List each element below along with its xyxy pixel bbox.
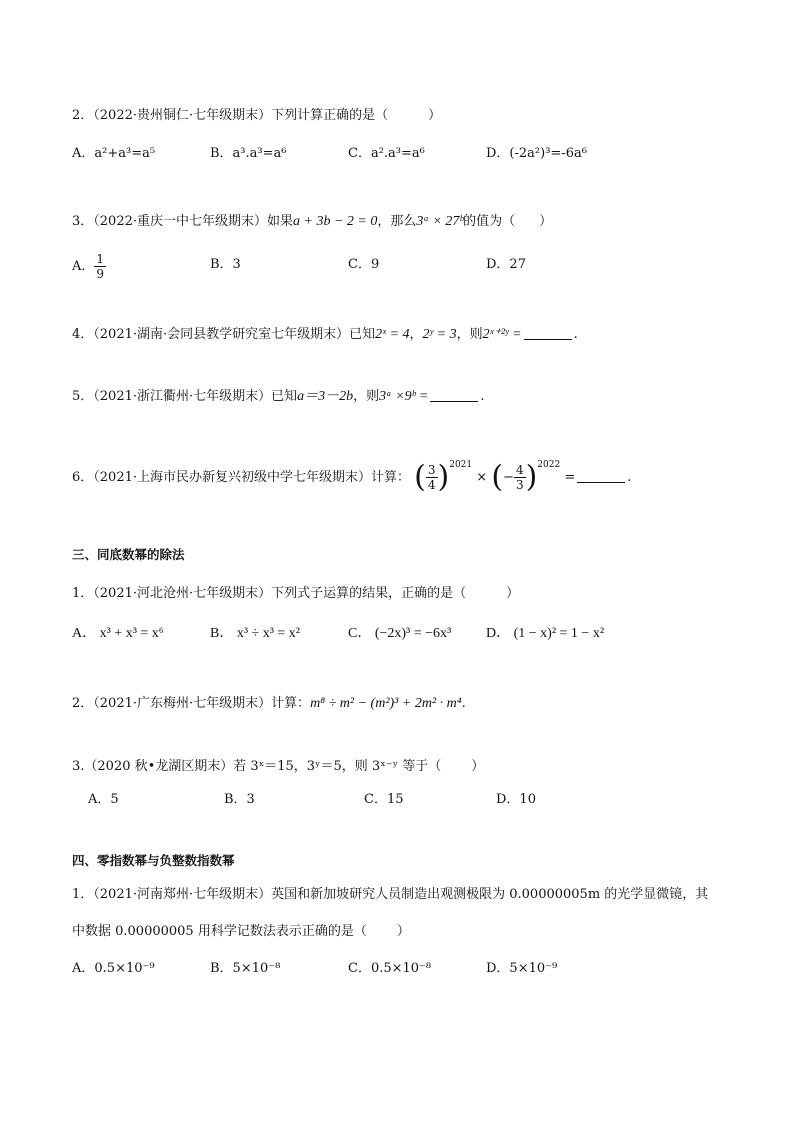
section-3-question-3-options [88, 791, 738, 813]
option-c: C．a².a³=a⁶ [348, 146, 425, 161]
question-2-options [72, 145, 722, 167]
question-5: 5．（2021·浙江衢州·七年级期末）已知a＝3－2b，则3ᵃ ×9ᵇ = . [72, 389, 485, 404]
option-a: A．a²+a³=a⁵ [72, 146, 156, 161]
question-3-stem: 3．（2022·重庆一中七年级期末）如果a + 3b − 2 = 0，那么3ᵃ × 27ᵇ的值为（ ） [72, 214, 553, 229]
question-2-stem: 2．（2022·贵州铜仁·七年级期末）下列计算正确的是（ ） [72, 108, 442, 123]
option-c: C．15 [364, 792, 404, 807]
answer-blank[interactable] [524, 327, 572, 340]
section-3-question-1-options [72, 625, 722, 647]
option-a: A．5 [88, 792, 119, 807]
question-6: 6．（2021·上海市民办新复兴初级中学七年级期末）计算： ( $\frac{3}{4}$ )$^{2021}$ × (− $\frac{4}{3}$ )$^{2022}$ = . [72, 459, 632, 495]
option-c: C．0.5×10⁻⁸ [348, 961, 432, 976]
option-d: D．10 [496, 792, 536, 807]
option-c: C． (−2x)³ = −6x³ [348, 626, 452, 641]
section-4-question-1-line-2: 中数据 0.00000005 用科学记数法表示正确的是（ ） [72, 924, 410, 939]
section-3-question-2: 2．（2021·广东梅州·七年级期末）计算：m⁸ ÷ m² − (m²)³ + 2m² · m⁴. [72, 696, 466, 711]
section-3-question-3-stem: 3.（2020 秋•龙湖区期末）若 3ˣ＝15，3ʸ＝5，则 3ˣ⁻ʸ 等于（ ） [72, 759, 485, 774]
section-3-heading: 三、同底数幂的除法 [72, 547, 185, 562]
option-b: B．3 [224, 792, 255, 807]
answer-blank[interactable] [430, 389, 478, 402]
option-a: A． $\frac{1}{9}$ [72, 252, 105, 281]
answer-blank[interactable] [577, 470, 625, 483]
option-b: B． x³ ÷ x³ = x² [210, 626, 301, 641]
question-3-options [72, 252, 722, 286]
option-d: D． (1 − x)² = 1 − x² [486, 626, 605, 641]
option-d: D．(-2a²)³=-6a⁶ [486, 146, 587, 161]
option-b: B．3 [210, 257, 241, 272]
fraction-4-3: $\frac{4}{3}$ [515, 463, 524, 492]
option-d: D．5×10⁻⁹ [486, 961, 558, 976]
section-4-question-1-line-1: 1．（2021·河南郑州·七年级期末）英国和新加坡研究人员制造出观测极限为 0.00000005m 的光学显微镜，其 [72, 887, 709, 902]
option-b: B．5×10⁻⁸ [210, 961, 281, 976]
option-d: D．27 [486, 257, 526, 272]
option-a: A．0.5×10⁻⁹ [72, 961, 155, 976]
option-c: C．9 [348, 257, 380, 272]
section-4-heading: 四、零指数幂与负整数指数幂 [72, 853, 235, 868]
section-4-question-1-options [72, 960, 722, 982]
question-4: 4．（2021·湖南·会同县教学研究室七年级期末）已知2ˣ = 4，2ʸ = 3，则2ˣ⁺²ʸ = . [72, 327, 578, 342]
fraction-3-4: $\frac{3}{4}$ [427, 463, 436, 492]
fraction: $\frac{1}{9}$ [96, 252, 105, 281]
section-3-question-1-stem: 1．（2021·河北沧州·七年级期末）下列式子运算的结果，正确的是（ ） [72, 586, 520, 601]
option-b: B．a³.a³=a⁶ [210, 146, 287, 161]
option-a: A． x³ + x³ = x⁶ [72, 626, 164, 641]
